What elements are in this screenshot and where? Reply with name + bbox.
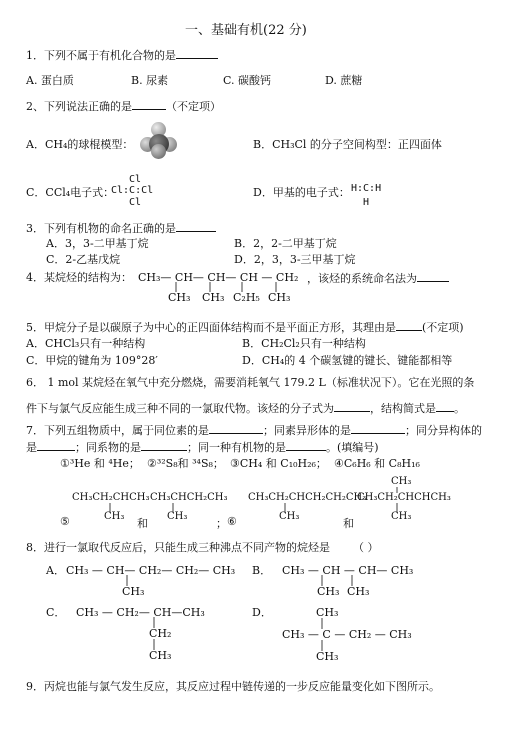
q7-item-2: ②³²S₈和 ³⁴S₈； (147, 457, 224, 470)
ccl4-formula-middle: Cl:C:Cl (111, 185, 154, 196)
q8-option-b-branch-2: CH₃ (347, 585, 370, 598)
q4-stem: 4．某烷烃的结构为： (26, 271, 132, 284)
q8-answer-paren[interactable]: （ ） (353, 541, 379, 554)
q7-semicolon: ； (216, 517, 227, 530)
same-compound-blank[interactable] (286, 441, 326, 451)
q6-line-1: 6． 1 mol 某烷烃在氧气中充分燃烧，需要消耗氧气 179.2 L（标准状况下）。它在光照的条 (26, 376, 475, 389)
q2-stem: 2、下列说法正确的是 （不定项） (26, 100, 221, 113)
answer-blank[interactable] (176, 222, 216, 232)
q8-option-a-chain: CH₃ — CH— CH₂— CH₂— CH₃ (66, 564, 236, 577)
q4-branch-4: CH₃ (268, 291, 291, 304)
q8-option-c-label: C． (46, 606, 66, 619)
q8-bond-lines (0, 0, 1, 1)
ccl4-formula-bottom: Cl (129, 197, 142, 208)
q7-item-4: ④C₆H₆ 和 C₈H₁₆ (334, 457, 420, 470)
q8-option-b-label: B． (252, 564, 272, 577)
q7-structure-2-branch: CH₃ (167, 511, 188, 522)
q7-structure-4: CH₃CH₂CHCHCH₃ (357, 492, 451, 503)
q4-branch-3: C₂H₅ (233, 291, 260, 304)
q5-option-c: C．甲烷的键角为 109°28′ (26, 354, 158, 367)
q8-option-b-chain: CH₃ — CH — CH— CH₃ (282, 564, 414, 577)
q8-option-d-bottom: CH₃ (316, 650, 339, 663)
q2-option-c: C．CCl₄电子式： (26, 186, 115, 199)
q7-item-1: ①³He 和 ⁴He； (60, 457, 140, 470)
q4-tail: ，该烃的系统命名法为 (307, 272, 449, 284)
q3-option-a: A．3，3-二甲基丁烷 (46, 237, 149, 250)
q8-option-d-label: D． (252, 606, 272, 619)
q3-option-d: D．2，3，3-三甲基丁烷 (234, 253, 356, 266)
formula-blank[interactable] (334, 402, 370, 412)
q7-label-6: ⑥ (227, 515, 237, 528)
q3-stem: 3．下列有机物的命名正确的是 (26, 222, 216, 234)
structure-blank[interactable] (436, 402, 454, 412)
q8-option-b-branch-1: CH₃ (317, 585, 340, 598)
q4-branch-2: CH₃ (202, 291, 225, 304)
methyl-formula-top: H:C:H (351, 183, 382, 194)
q2-option-b: B．CH₃Cl 的分子空间构型：正四面体 (253, 138, 442, 151)
q5-option-a: A．CHCl₃只有一种结构 (26, 337, 146, 350)
q9-stem: 9．丙烷也能与氯气发生反应，其反应过程中链传递的一步反应能量变化如下图所示。 (26, 680, 440, 693)
q7-label-5: ⑤ (60, 515, 70, 528)
q7-structure-1: CH₃CH₂CHCH₃ (72, 492, 150, 503)
q8-stem: 8．进行一氯取代反应后，只能生成三种沸点不同产物的烷烃是 (26, 541, 330, 554)
q1-option-b: B. 尿素 (131, 74, 169, 87)
allotrope-blank[interactable] (351, 424, 405, 434)
q5-option-d: D．CH₄的 4 个碳氢键的键长、键能都相等 (242, 354, 453, 367)
q6-line-2: 件下与氯气反应能生成三种不同的一氯取代物。该烃的分子式为 ，结构简式是 。 (26, 402, 465, 415)
q7-structure-2: CH₃CHCH₂CH₃ (150, 492, 228, 503)
q7-and-1: 和 (137, 517, 148, 530)
q8-option-d-top: CH₃ (316, 606, 339, 619)
q8-option-c-chain: CH₃ — CH₂— CH—CH₃ (76, 606, 205, 619)
q2-option-d: D．甲基的电子式： (253, 186, 350, 199)
q2-option-a: A．CH₄的球棍模型： (26, 138, 134, 151)
ccl4-formula-top: Cl (129, 174, 142, 185)
answer-blank[interactable] (396, 321, 422, 331)
q7-structure-3-branch: CH₃ (279, 511, 300, 522)
section-title: 一、基础有机(22 分) (185, 23, 307, 38)
methyl-formula-bottom: H (363, 197, 370, 208)
answer-blank[interactable] (176, 49, 218, 59)
q8-option-c-branch-2: CH₃ (149, 649, 172, 662)
q5-option-b: B．CH₂Cl₂只有一种结构 (242, 337, 366, 350)
q8-option-c-branch-1: CH₂ (149, 627, 172, 640)
q7-item-3: ③CH₄ 和 C₁₀H₂₆； (230, 457, 327, 470)
q7-and-2: 和 (343, 517, 354, 530)
answer-blank[interactable] (132, 100, 166, 110)
q1-option-a: A. 蛋白质 (26, 74, 74, 87)
q1-option-d: D. 蔗糖 (325, 74, 363, 87)
q7-line-1: 7．下列五组物质中，属于同位素的是 ；同素异形体的是 ；同分异构体的 (26, 424, 482, 437)
q5-stem: 5．甲烷分子是以碳原子为中心的正四面体结构而不是平面正方形，其理由是 (不定项) (26, 321, 464, 334)
q8-option-a-label: A． (46, 564, 65, 577)
q8-option-d-chain: CH₃ — C — CH₂ — CH₃ (282, 628, 412, 641)
q3-option-b: B．2，2-二甲基丁烷 (234, 237, 337, 250)
q3-option-c: C．2-乙基戊烷 (46, 253, 121, 266)
q7-structure-3: CH₃CH₂CHCH₂CH₂CH₃ (248, 492, 367, 503)
q7-line-2: 是 ；同系物的是 ；同一种有机物的是 。(填编号) (26, 441, 379, 454)
q8-option-a-branch: CH₃ (122, 585, 145, 598)
q7-structure-4-bottom: CH₃ (391, 511, 412, 522)
q1-option-c: C. 碳酸钙 (223, 74, 272, 87)
q7-structure-1-branch: CH₃ (104, 511, 125, 522)
homolog-blank[interactable] (141, 441, 187, 451)
q1-stem: 1．下列不属于有机化合物的是 (26, 49, 218, 61)
isomer-blank[interactable] (37, 441, 75, 451)
q7-structure-4-top: CH₃ (391, 476, 412, 487)
answer-blank[interactable] (417, 272, 449, 282)
q4-branch-1: CH₃ (168, 291, 191, 304)
q4-main-chain: CH₃— CH— CH— CH — CH₂ (138, 271, 299, 284)
isotope-blank[interactable] (209, 424, 263, 434)
ball-stick-model-image (138, 120, 180, 160)
